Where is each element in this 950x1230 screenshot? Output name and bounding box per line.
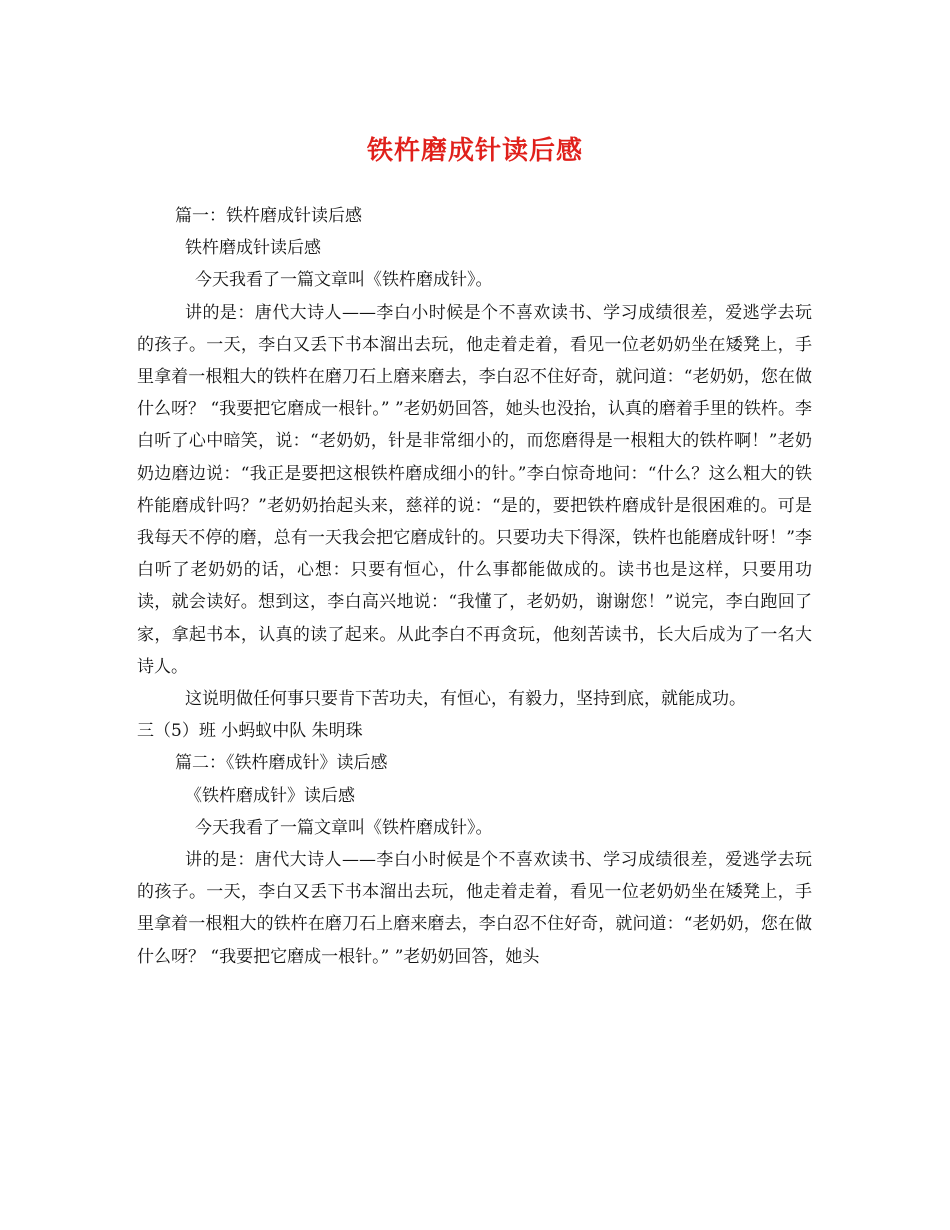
story-paragraph-2: 讲的是：唐代大诗人——李白小时候是个不喜欢读书、学习成绩很差，爱逃学去玩的孩子。一天，李白又丢下书本溜出去玩，他走着走着，看见一位老奶奶坐在矮凳上，手里拿着一根粗大的铁杵在磨刀石上磨来磨去，李白忍不住好奇，就问道：“老奶奶，您在做什么呀？ “我要把它磨成一根针。” ”老奶奶回答，她头 (137, 850, 812, 967)
subtitle-1: 铁杵磨成针读后感 (185, 238, 321, 259)
story-paragraph-1: 讲的是：唐代大诗人——李白小时候是个不喜欢读书、学习成绩很差，爱逃学去玩的孩子。一天，李白又丢下书本溜出去玩，他走着走着，看见一位老奶奶坐在矮凳上，手里拿着一根粗大的铁杵在磨刀石上磨来磨去，李白忍不住好奇，就问道：“老奶奶，您在做什么呀？ “我要把它磨成一根针。” ”老奶奶回答，她头也没抬，认真的磨着手里的铁杵。李白听了心中暗笑，说：“老奶奶，针是非常细小的，而您磨得是一根粗大的铁杵啊！”老奶奶边磨边说：“我正是要把这根铁杵磨成细小的针。”李白惊奇地问：“什么？这么粗大的铁杵能磨成针吗？”老奶奶抬起头来，慈祥的说：“是的，要把铁杵磨成针是很困难的。可是我每天不停的磨，总有一天我会把它磨成针的。只要功夫下得深，铁杵也能磨成针呀！”李白听了老奶奶的话，心想：只要有恒心，什么事都能做成的。读书也是这样，只要用功读，就会读好。想到这，李白高兴地说：“我懂了，老奶奶，谢谢您！”说完，李白跑回了家，拿起书本，认真的读了起来。从此李白不再贪玩，他刻苦读书，长大后成为了一名大诗人。 (137, 302, 812, 677)
section-heading-1: 篇一：铁杵磨成针读后感 (175, 206, 362, 226)
intro-line-2: 今天我看了一篇文章叫《铁杵磨成针》。 (195, 817, 493, 838)
document-body (137, 200, 812, 973)
intro-line-1: 今天我看了一篇文章叫《铁杵磨成针》。 (195, 270, 493, 291)
conclusion-line: 这说明做任何事只要肯下苦功夫，有恒心，有毅力，坚持到底，就能成功。 (185, 689, 746, 710)
author-line: 三（5）班 小蚂蚁中队 朱明珠 (137, 721, 363, 742)
page-title: 铁杵磨成针读后感 (366, 136, 583, 166)
section-heading-2: 篇二：《铁杵磨成针》读后感 (175, 753, 388, 774)
subtitle-2: 《铁杵磨成针》读后感 (185, 785, 355, 806)
